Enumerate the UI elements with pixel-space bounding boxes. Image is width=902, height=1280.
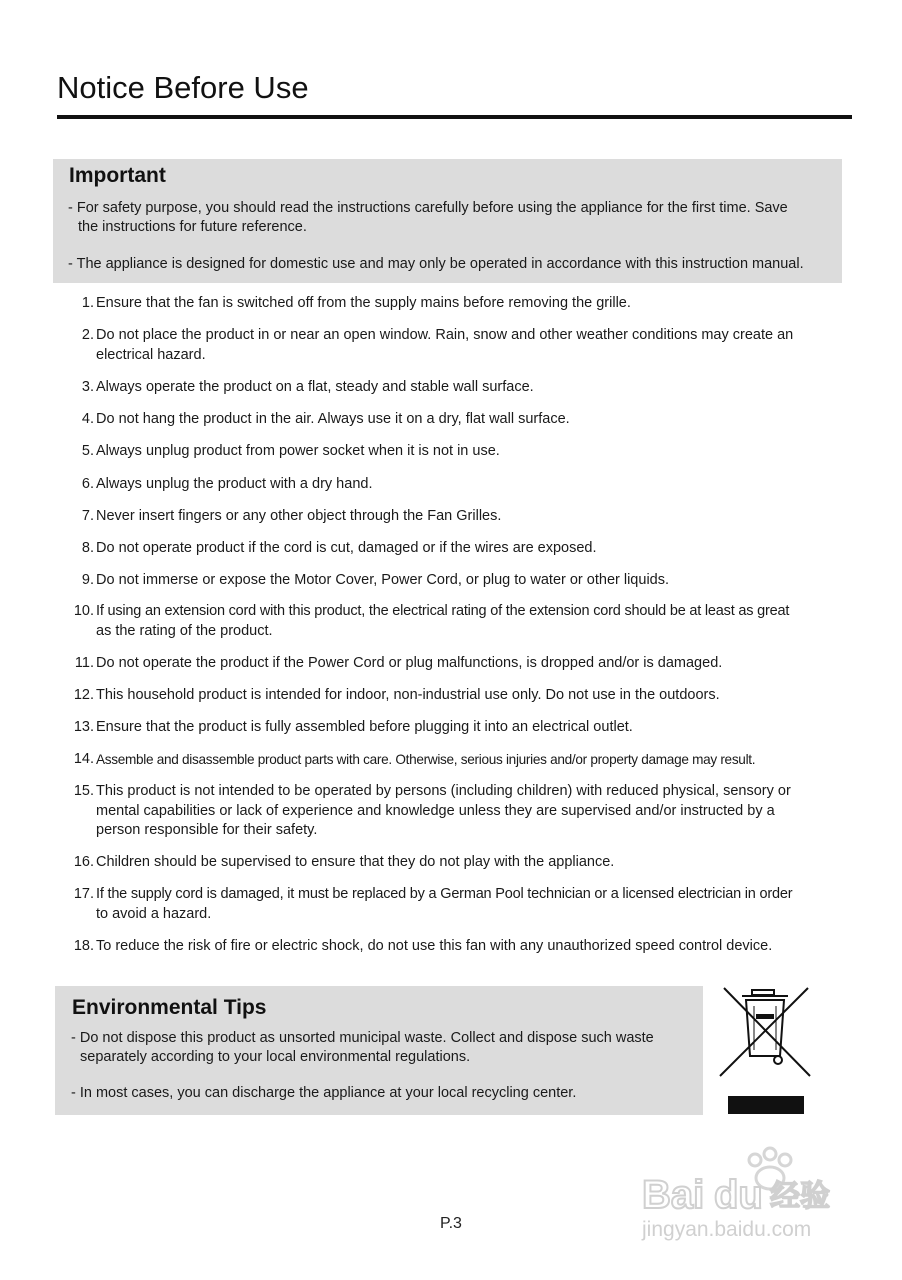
item-number: 12. xyxy=(73,687,94,703)
svg-text:du: du xyxy=(714,1173,763,1217)
item-text: This product is not intended to be operated by persons (including children) with reduced physical, sensory or xyxy=(96,783,791,799)
item-number: 2. xyxy=(81,327,94,343)
page-number: P.3 xyxy=(440,1215,462,1232)
weee-black-bar xyxy=(728,1096,804,1114)
environmental-paragraph-1 xyxy=(71,1029,701,1067)
item-number: 14. xyxy=(73,751,94,767)
item-text-continued: person responsible for their safety. xyxy=(96,822,318,838)
item-text-continued: as the rating of the product. xyxy=(96,622,273,639)
item-text: Ensure that the fan is switched off from the supply mains before removing the grille. xyxy=(96,295,631,311)
item-text: Always unplug the product with a dry hand. xyxy=(96,476,373,492)
item-text: Do not place the product in or near an open window. Rain, snow and other weather conditions may create an xyxy=(96,327,794,343)
baidu-jingyan-watermark xyxy=(640,1140,860,1250)
crossed-out-wheelie-bin-icon xyxy=(716,984,814,1116)
item-text: Children should be supervised to ensure that they do not play with the appliance. xyxy=(96,854,615,870)
item-text: Ensure that the product is fully assembled before plugging it into an electrical outlet. xyxy=(96,719,633,735)
item-text-continued: electrical hazard. xyxy=(96,346,206,363)
item-number: 1. xyxy=(81,295,94,311)
important-paragraph-1 xyxy=(68,199,838,237)
environmental-paragraph-1-line-2: separately according to your local environmental regulations. xyxy=(80,1049,471,1065)
important-paragraph-1-line-2: the instructions for future reference. xyxy=(78,219,307,235)
item-text: Do not hang the product in the air. Always use it on a dry, flat wall surface. xyxy=(96,411,570,427)
item-number: 9. xyxy=(81,572,94,588)
important-paragraph-1-line-1: - For safety purpose, you should read the instructions carefully before using the appliance for the first time. Save xyxy=(68,200,788,216)
item-number: 11. xyxy=(74,655,94,671)
item-text: Do not operate product if the cord is cut, damaged or if the wires are exposed. xyxy=(96,540,597,556)
svg-text:jingyan.baidu.com: jingyan.baidu.com xyxy=(642,1218,812,1241)
item-text-continued: mental capabilities or lack of experience and knowledge unless they are supervised and/or instructed by a xyxy=(96,802,775,819)
item-text: Do not immerse or expose the Motor Cover, Power Cord, or plug to water or other liquids. xyxy=(96,572,670,588)
environmental-paragraph-2 xyxy=(71,1084,701,1103)
item-number: 3. xyxy=(81,379,94,395)
item-number: 18. xyxy=(73,938,94,954)
item-number: 6. xyxy=(81,476,94,492)
item-number: 13. xyxy=(73,719,94,735)
important-heading: Important xyxy=(69,164,166,187)
item-text: If the supply cord is damaged, it must be replaced by a German Pool technician or a licensed electrician in order xyxy=(96,886,793,902)
item-text: To reduce the risk of fire or electric shock, do not use this fan with any unauthorized speed control device. xyxy=(96,938,773,954)
important-notice-box xyxy=(53,159,842,283)
item-text: This household product is intended for indoor, non-industrial use only. Do not use in the outdoors. xyxy=(96,687,720,703)
item-text: Always operate the product on a flat, steady and stable wall surface. xyxy=(96,379,534,395)
item-number: 15. xyxy=(73,783,94,799)
page-title: Notice Before Use xyxy=(57,70,309,105)
item-number: 8. xyxy=(81,540,94,556)
item-number: 16. xyxy=(73,854,94,870)
item-number: 10. xyxy=(73,603,94,619)
item-text: Do not operate the product if the Power Cord or plug malfunctions, is dropped and/or is damaged. xyxy=(96,655,723,671)
item-number: 17. xyxy=(73,886,94,902)
environmental-paragraph-2-line-1: - In most cases, you can discharge the appliance at your local recycling center. xyxy=(71,1085,577,1101)
item-number: 5. xyxy=(81,443,94,459)
important-paragraph-2 xyxy=(68,255,838,274)
item-text: Assemble and disassemble product parts with care. Otherwise, serious injuries and/or property damage may result. xyxy=(96,752,756,767)
item-text: Always unplug product from power socket when it is not in use. xyxy=(96,443,500,459)
item-text-continued: to avoid a hazard. xyxy=(96,905,212,922)
environmental-paragraph-1-line-1: - Do not dispose this product as unsorted municipal waste. Collect and dispose such waste xyxy=(71,1030,654,1046)
title-rule xyxy=(57,115,852,119)
item-text: Never insert fingers or any other object through the Fan Grilles. xyxy=(96,508,502,524)
svg-text:经验: 经验 xyxy=(770,1179,830,1214)
environmental-tips-box xyxy=(55,986,703,1115)
important-paragraph-2-line-1: - The appliance is designed for domestic use and may only be operated in accordance with this instruction manual. xyxy=(68,256,804,272)
environmental-heading: Environmental Tips xyxy=(72,996,267,1019)
item-number: 4. xyxy=(81,411,94,427)
item-number: 7. xyxy=(81,508,94,524)
item-text: If using an extension cord with this product, the electrical rating of the extension cord should be at least as great xyxy=(96,603,790,619)
svg-text:Bai: Bai xyxy=(642,1173,705,1217)
